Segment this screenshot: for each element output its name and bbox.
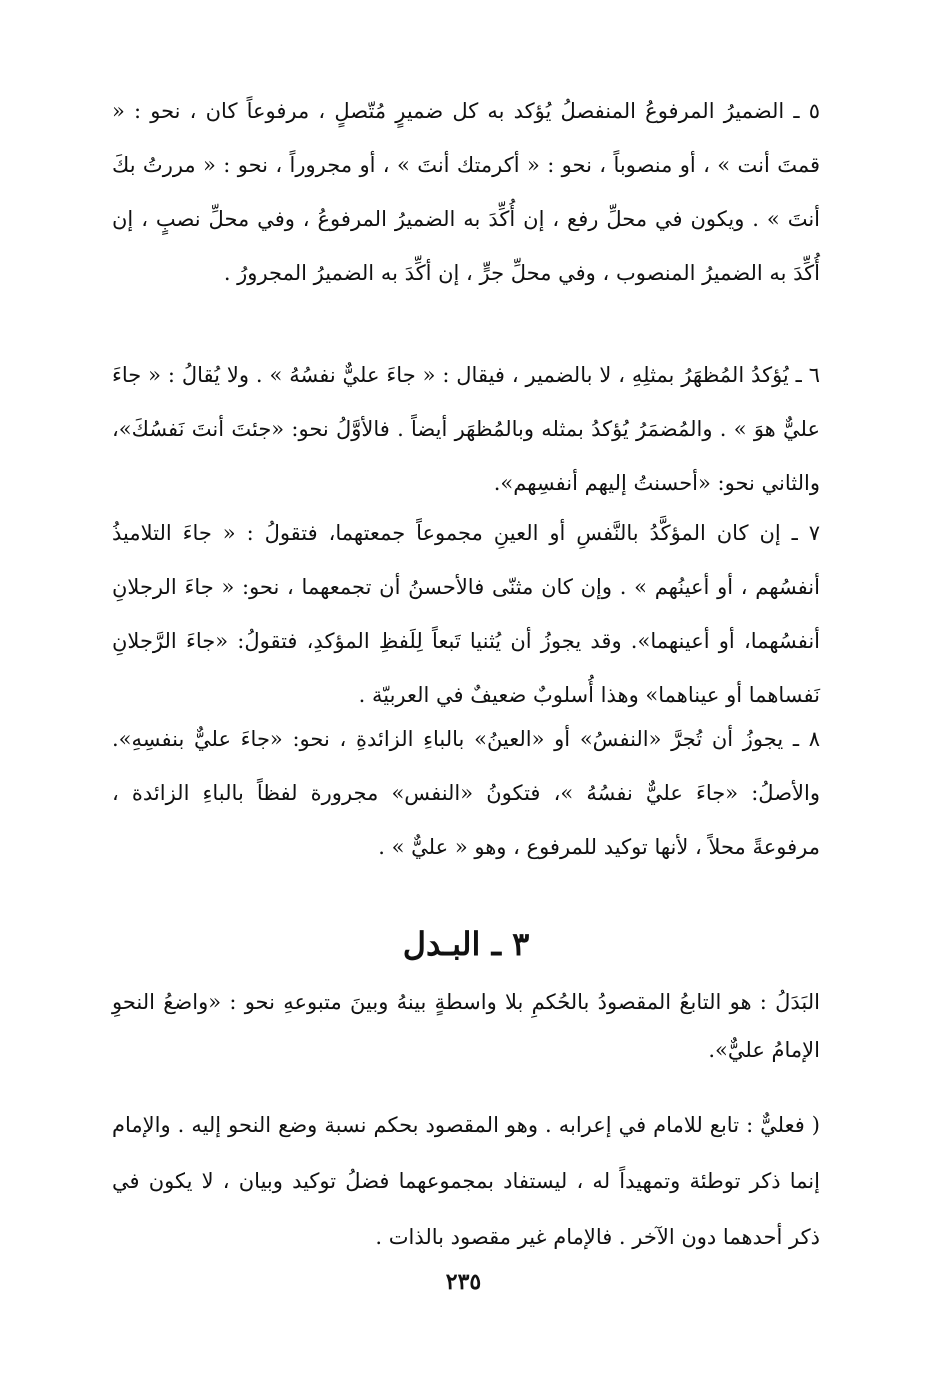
section-heading: ٣ ـ البـدل xyxy=(402,925,530,963)
paragraph-6: ٦ ـ يُؤكدُ المُظهَرُ بمثلِهِ ، لا بالضمير ، فيقال : « جاءَ عليٌّ نفسُهُ » . ولا يُقالُ : « جاءَ عليٌّ هوَ » . والمُضمَرُ يُؤكدُ بمثله وبالمُظهَر أيضاً . فالأوَّلُ نحو: «جئتَ أنتَ نَفسُكَ»، والثاني نحو: «أحسنتُ إليهم أنفسِهم». xyxy=(112,363,820,495)
paragraph-5: ٥ ـ الضميرُ المرفوعُ المنفصلُ يُؤكد به كل ضميرٍ مُتّصلٍ ، مرفوعاً كان ، نحو : « قمتَ أنت » ، أو منصوباً ، نحو : « أكرمتك أنتَ » ، أو مجروراً ، نحو : « مررتُ بكَ أنتَ » . ويكون في محلِّ رفع ، إن أُكِّدَ به الضميرُ المرفوعُ ، وفي محلِّ نصبٍ ، إن أُكِّدَ به الضميرُ المنصوب ، وفي محلِّ جرٍّ ، إن أكِّدَ به الضميرُ المجرورُ . xyxy=(112,99,820,285)
paragraph-8: ٨ ـ يجوزُ أن تُجرَّ «النفسُ» أو «العينُ» بالباءِ الزائدةِ ، نحو: «جاءَ عليٌّ بنفسِهِ». والأصلُ: «جاءَ عليٌّ نفسُهُ »، فتكونُ «النفس» مجرورة لفظاً بالباءِ الزائدة ، مرفوعةً محلاً ، لأنها توكيد للمرفوع ، وهو « عليٌّ » . xyxy=(112,727,820,859)
definition-paragraph: البَدَلُ : هو التابعُ المقصودُ بالحُكمِ بلا واسطةٍ بينهُ وبينَ متبوعهِ نحو : «واضعُ النحوِ الإمامُ عليٌّ». xyxy=(112,990,820,1062)
note-paragraph: ( فعليٌّ : تابع للامام في إعرابه . وهو المقصود بحكم نسبة وضع النحو إليه . والإمام إنما ذكر توطئة وتمهيداً له ، ليستفاد بمجموعهما فضلُ توكيد وبيان ، لا يكون في ذكر أحدهما دون الآخر . فالإمام غير مقصود بالذات . xyxy=(112,1113,820,1249)
page-number: ٢٣٥ xyxy=(445,1269,482,1295)
paragraph-7: ٧ ـ إن كان المؤكَّدُ بالنَّفسِ أو العينِ مجموعاً جمعتهما، فتقولُ : « جاءَ التلاميذُ أنفسُهم ، أو أعينُهم » . وإن كان مثنّى فالأحسنُ أن تجمعهما ، نحو: « جاءَ الرجلانِ أنفسُهما، أو أعينهما». وقد يجوزُ أن يُثنيا تَبعاً لِلَفظِ المؤكدِ، فتقولُ: «جاءَ الرَّجلانِ نَفساهما أو عيناهما» وهذا أُسلوبٌ ضعيفٌ في العربيّة . xyxy=(112,521,820,707)
